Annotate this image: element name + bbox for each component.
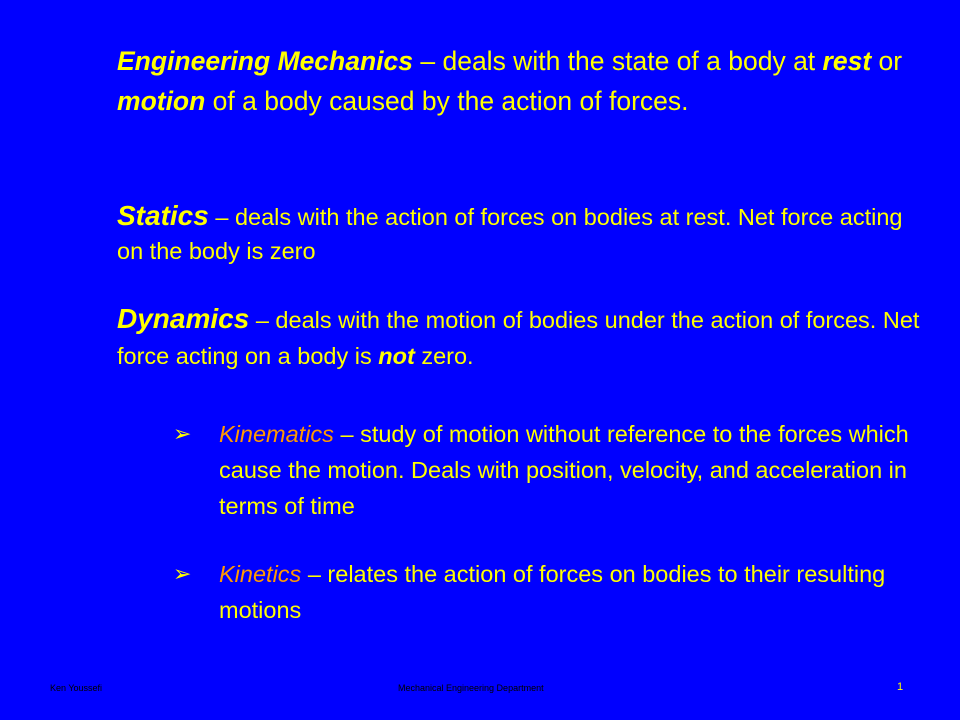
definition-text: of a body caused by the action of forces.	[205, 86, 689, 116]
kinetics-term: Kinetics	[219, 561, 302, 587]
kinematics-term: Kinematics	[219, 421, 334, 447]
dynamics-definition	[117, 301, 927, 374]
motion-emphasis: motion	[117, 86, 206, 116]
kinetics-bullet	[173, 556, 913, 628]
footer-department: Mechanical Engineering Department	[398, 683, 544, 693]
not-emphasis: not	[378, 343, 415, 369]
kinematics-bullet	[173, 416, 913, 524]
dynamics-term: Dynamics	[117, 303, 250, 334]
footer-author: Ken Youssefi	[50, 683, 103, 693]
statics-definition	[117, 199, 927, 268]
page-number: 1	[897, 681, 904, 693]
definition-text: zero.	[414, 343, 474, 369]
arrow-bullet-icon: ➢	[173, 561, 192, 586]
engineering-mechanics-term: Engineering Mechanics	[117, 46, 413, 76]
bullet-text	[219, 556, 913, 628]
engineering-mechanics-definition	[117, 41, 907, 121]
statics-term: Statics	[117, 200, 209, 231]
definition-text: – deals with the state of a body at	[413, 46, 823, 76]
definition-text: – deals with the motion of bodies under the action of forces. Net force acting on a body is	[117, 307, 920, 369]
kinematics-text: – study of motion without reference to the forces which cause the motion. Deals with position, velocity, and acceleration in terms of time	[219, 421, 909, 519]
kinetics-text: – relates the action of forces on bodies to their resulting motions	[219, 561, 886, 623]
definition-text: – deals with the action of forces on bodies at rest. Net force acting on the body is zero	[117, 204, 903, 264]
bullet-text	[219, 416, 913, 524]
rest-emphasis: rest	[822, 46, 872, 76]
definition-text: or	[871, 46, 903, 76]
arrow-bullet-icon: ➢	[173, 421, 192, 446]
